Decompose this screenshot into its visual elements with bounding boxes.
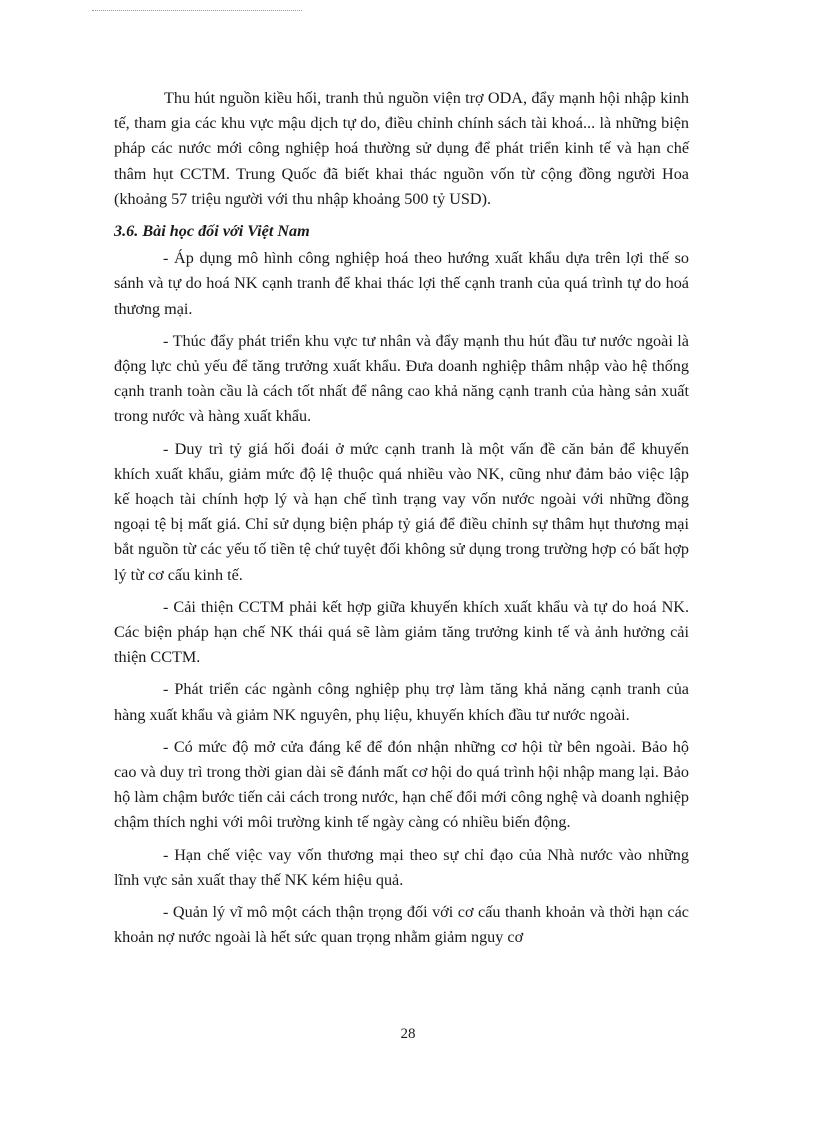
lesson-paragraph-2: - Thúc đẩy phát triển khu vực tư nhân và đẩy mạnh thu hút đầu tư nước ngoài là động lực chủ yếu để tăng trưởng xuất khẩu. Đưa doanh nghiệp thâm nhập vào hệ thống cạnh tranh toàn cầu là cách tốt nhất để nâng cao khả năng cạnh tranh của hàng sản xuất trong nước và hàng xuất khẩu.: [114, 331, 689, 426]
lesson-paragraph-3: - Duy trì tỷ giá hối đoái ở mức cạnh tranh là một vấn đề căn bản để khuyến khích xuất khẩu, giảm mức độ lệ thuộc quá nhiều vào NK, cũng như đảm bảo việc lập kế hoạch tài chính hợp lý và hạn chế tình trạng vay vốn nước ngoài với những đồng ngoại tệ bị mất giá. Chỉ sử dụng biện pháp tỷ giá để điều chỉnh sự thâm hụt thương mại bắt nguồn từ các yếu tố tiền tệ chứ tuyệt đối không sử dụng trong trường hợp có bất hợp lý từ cơ cấu kinh tế.: [114, 439, 689, 584]
page-number: 28: [400, 1026, 416, 1042]
body-text: [114, 86, 689, 958]
section-heading: 3.6. Bài học đối với Việt Nam: [114, 222, 310, 241]
lesson-paragraph-8: - Quản lý vĩ mô một cách thận trọng đối với cơ cấu thanh khoản và thời hạn các khoản nợ nước ngoài là hết sức quan trọng nhằm giảm nguy cơ: [114, 903, 689, 947]
lesson-paragraph-5: - Phát triển các ngành công nghiệp phụ trợ làm tăng khả năng cạnh tranh của hàng xuất khẩu và giảm NK nguyên, phụ liệu, khuyến khích đầu tư nước ngoài.: [114, 680, 689, 724]
lesson-paragraph-6: - Có mức độ mở cửa đáng kể để đón nhận những cơ hội từ bên ngoài. Bảo hộ cao và duy trì trong thời gian dài sẽ đánh mất cơ hội do quá trình hội nhập mang lại. Bảo hộ làm chậm bước tiến cải cách trong nước, hạn chế đổi mới công nghệ và doanh nghiệp chậm thích nghi với môi trường kinh tế ngày càng có nhiều biến động.: [114, 737, 690, 832]
lesson-paragraph-1: - Áp dụng mô hình công nghiệp hoá theo hướng xuất khẩu dựa trên lợi thế so sánh và tự do hoá NK cạnh tranh để khai thác lợi thế cạnh tranh của quá trình tự do hoá thương mại.: [114, 249, 689, 318]
lesson-paragraph-4: - Cải thiện CCTM phải kết hợp giữa khuyến khích xuất khẩu và tự do hoá NK. Các biện pháp hạn chế NK thái quá sẽ làm giảm tăng trưởng kinh tế và ảnh hưởng cải thiện CCTM.: [114, 597, 689, 667]
lesson-paragraph-7: - Hạn chế việc vay vốn thương mại theo sự chỉ đạo của Nhà nước vào những lĩnh vực sản xuất thay thế NK kém hiệu quả.: [114, 845, 689, 889]
scan-artifact-rule: [92, 10, 302, 11]
intro-paragraph: Thu hút nguồn kiều hối, tranh thủ nguồn viện trợ ODA, đẩy mạnh hội nhập kinh tế, tham gia các khu vực mậu dịch tự do, điều chỉnh chính sách tài khoá... là những biện pháp các nước mới công nghiệp hoá thường sử dụng để phát triển kinh tế và hạn chế thâm hụt CCTM. Trung Quốc đã biết khai thác nguồn vốn từ cộng đồng người Hoa (khoảng 57 triệu người với thu nhập khoảng 500 tỷ USD).: [114, 89, 689, 208]
